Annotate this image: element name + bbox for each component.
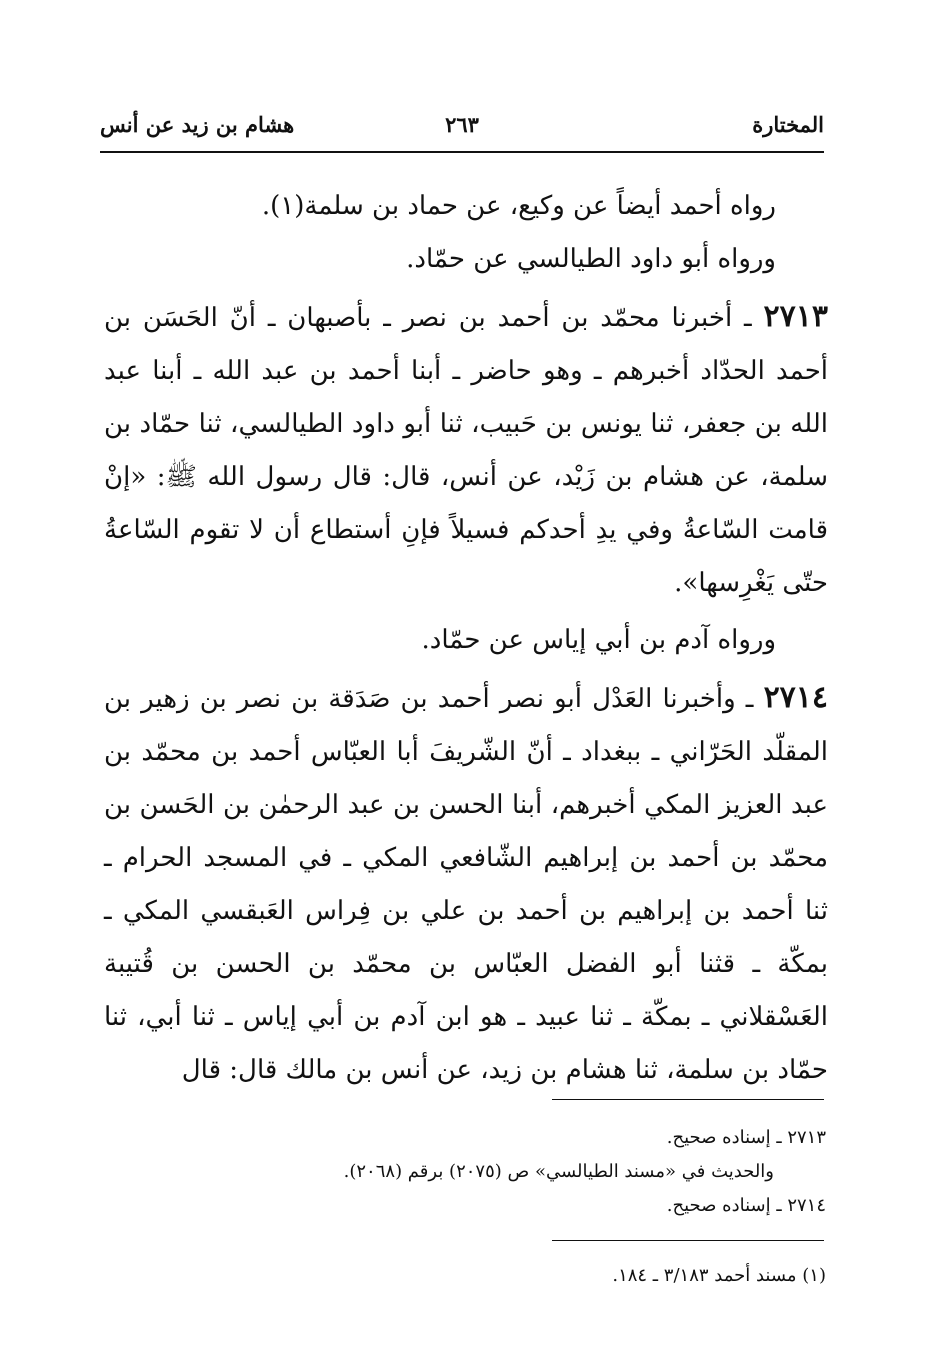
hadith-2713 <box>104 290 828 610</box>
hadith-text-2714: ـ وأخبرنا العَدْل أبو نصر أحمد بن صَدَقة بن نصر بن زهير بن المقلّد الحَرّاني ـ ببغداد ـ أنّ الشّريفَ أبا العبّاس أحمد بن محمّد بن عبد العزيز المكي أخبرهم، أبنا الحسن بن عبد الرحمٰن بن الحَسن بن محمّد بن أحمد بن إبراهيم الشّافعي المكي ـ في المسجد الحرام ـ ثنا أحمد بن إبراهيم بن أحمد بن علي بن فِراس العَبقسي المكي ـ بمكّة ـ قثنا أبو الفضل العبّاس بن محمّد بن الحسن بن قُتيبة العَسْقلاني ـ بمكّة ـ ثنا عبيد ـ هو ابن آدم بن أبي إياس ـ ثنا أبي، ثنا حمّاد بن سلمة، ثنا هشام بن زيد، عن أنس بن مالك قال: قال <box>104 684 828 1085</box>
footnote-1: (١) مسند أحمد ٣/١٨٣ ـ ١٨٤. <box>612 1265 826 1286</box>
note-2714: ٢٧١٤ ـ إسناده صحيح. <box>666 1195 826 1216</box>
running-header <box>100 112 824 152</box>
hadith-number-2714: ٢٧١٤ <box>763 680 829 715</box>
footnote-divider <box>552 1240 824 1241</box>
main-text <box>104 180 828 1097</box>
header-divider <box>100 151 824 153</box>
editor-notes <box>104 1121 826 1223</box>
section-title: هشام بن زيد عن أنس <box>100 112 295 137</box>
note-2713-source: والحديث في «مسند الطيالسي» ص (٢٠٧٥) برقم (٢٠٦٨). <box>343 1161 774 1182</box>
paragraph-1: رواه أحمد أيضاً عن وكيع، عن حماد بن سلمة(١). <box>261 191 776 221</box>
notes-divider <box>552 1099 824 1100</box>
hadith-2714 <box>104 671 828 1097</box>
hadith-text-2713: ـ أخبرنا محمّد بن أحمد بن نصر ـ بأصبهان ـ أنّ الحَسَن بن أحمد الحدّاد أخبرهم ـ وهو حاضر ـ أبنا أحمد بن عبد الله ـ أبنا عبد الله بن جعفر، ثنا يونس بن حَبيب، ثنا أبو داود الطيالسي، ثنا حمّاد بن سلمة، عن هشام بن زَيْد، عن أنس، قال: قال رسول الله ﷺ: «إنْ قامت السّاعةُ وفي يدِ أحدكم فسيلاً فإنِ أستطاع أن لا تقوم السّاعةُ حتّى يَغْرِسها». <box>104 303 828 598</box>
footnotes <box>104 1259 826 1293</box>
book-title: المختارة <box>752 112 824 137</box>
page-number: ٢٦٣ <box>445 112 479 137</box>
paragraph-2: ورواه أبو داود الطيالسي عن حمّاد. <box>406 244 776 274</box>
note-2713: ٢٧١٣ ـ إسناده صحيح. <box>666 1127 826 1148</box>
hadith-number-2713: ٢٧١٣ <box>763 299 828 334</box>
paragraph-3: ورواه آدم بن أبي إياس عن حمّاد. <box>421 625 776 655</box>
